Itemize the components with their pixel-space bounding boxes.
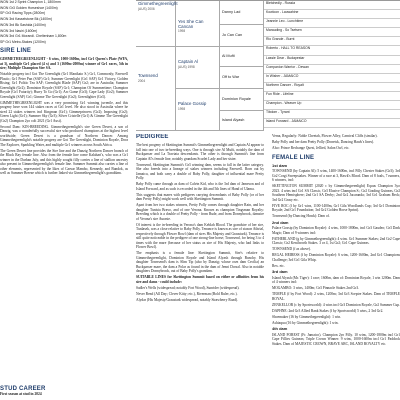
second-dam-paragraph: TOWNSEND (f as above). xyxy=(272,247,311,251)
pedigree-sire-name: Gimmethegreenlight xyxy=(138,1,178,6)
pedigree-gen2-sub: 1998 xyxy=(178,106,186,111)
pedigree-gen4-column xyxy=(264,1,400,131)
second-dam-heading: 2nd dam xyxy=(272,219,289,225)
sire-paragraph: GIMMETHEGREENLIGHT - 6 wins, 1000-1600m, incl Gr1 Queen's Plate (WFA, at 3), multiple Gr1 placed (4 x) and 3 (1600m-2000m) winner of Gr1 races, 5th in sire; Multiple Champion Sire SA. xyxy=(0,57,128,71)
pedigree-dam-name: Townsend xyxy=(138,73,158,78)
third-dam-paragraph: ZENKELLOR (c by Sportsworld): 4 wins incl Gr3 Dominion Royale, Gr2 Summer Cup. xyxy=(272,302,400,307)
middle-column xyxy=(136,134,264,400)
race-record-line: SP Gr3 Racing Tipps (2800m) xyxy=(0,11,46,16)
pedigree-gen4-row: Jeannie Leo - Lunchtime xyxy=(264,19,400,28)
pedigree-gen2-name: Palace Gossip xyxy=(178,101,207,106)
race-record-line: WON 3rd Gr1 Morandi. Cheltenham 1,800m xyxy=(0,34,67,39)
pedigree-paragraph: Sadler's Wells (widespread; notably Fort Wood), Sunrider (widespread). xyxy=(136,285,240,290)
first-dam-paragraph: TOWNSEND (by Captain Al): 5 wins, 1400-1600m, incl Filly Chester Stakes (Gr3); 3rd Gr2 Corgi Sweepstakes. Winner of a race at 3, Hawk's Blood. Dam of 8 foals, 7 runners, 6 winners, incl: xyxy=(272,169,400,182)
pedigree-gen3-name: Danny Lad xyxy=(222,10,241,14)
third-dam-paragraph: MOGAMBO: 3 wins, 1400m; Gr3 Pinnacle Stakes 2nd Gr3. xyxy=(272,286,360,290)
pedigree-gen2-cell xyxy=(176,1,220,47)
pedigree-paragraph: Never Bend (All Day; Clever Kitty; etc.), Riverman (Bold Ruler, etc.). xyxy=(136,291,238,296)
third-dam-paragraph: TEMPLE (f by Fort Wood): 2 wins, 1200m; 3rd Gr3 Sceptre Stakes. Dam of TEMPLE ROYAL. xyxy=(272,292,400,301)
body-paragraph: Second Dam: KIN-BREEDING. Gimmethegreenlight's sire Green Desert, a son of Danzig, was a wonderfully successful sire who produced champions at the highest level worldwide; Green Desert is a grandson of Northern Dancer. Among Gimmethegreenlight's notable progeny are Got The Greenlight, Dominion Royale, Dora The Explorer, Sparkling Water, and multiple Gr1 winners across South Africa. xyxy=(0,124,128,147)
right-top-paragraph: Also: Prince Rechange Quest, Jellied, Salon Owl, etc. xyxy=(272,146,350,150)
race-record-line: WON 3rd Kasselstone Bk (1400m) xyxy=(0,17,53,22)
pedigree-gen3-cell xyxy=(220,47,264,67)
pedigree-gen4-row: Lassie Dear - Budapestar xyxy=(264,56,400,65)
pedigree-paragraph: Townsend, Skettington Summit's Gr3 winning dam, seems to fall in the latter category. She also breeds into a lineage of stakes winners including Farewell. Born out by Jamaica, and both carry a double of Baby Polly, daughter of influential mare Pretty Polly. xyxy=(136,162,264,180)
pedigree-sire-cell xyxy=(136,1,176,47)
second-dam-paragraph: FATHERLAND (g by Gimmethegreenlight): 4 wins. Gr1 Summer Stakes; 2nd Gr2 Cape Classic; Gr2 Kenilworth Stakes. 3 or 4, 1st Gr2; Gr1 Cape Guineas. xyxy=(272,236,400,245)
pedigree-gen4-row: Marauding - So Tsetsen xyxy=(264,28,400,37)
pedigree-dam-cell xyxy=(136,47,176,131)
race-record-line: WON Gr3 Golden Horseshoe (1400m) xyxy=(0,5,58,10)
body-paragraph: Notable progeny incl Got The Greenlight (Gr1 Manikato S.) Gr1, Commonly; Farewell Plastic; Gr1 Peter Pan (SAF) Gr1; Summer Greenlight (Gr1 SAF) Gr1 Victory; Golden Rising; Gr1 Politic Tea SAF; Greenlight Blade (SAF) Gr2; are in Australia; Summer Greenlight (Gr2); Dominion Royale (SAF) Gr1; Champion Of Summertime; Champion Royale (Gr1 Futurity); Hurry To Go (Gr1); Arc Game (Gr3); Cape Lady (Gr2); Summer Greenlight (SAF) Gr1; Gimme The Greenlight (Gr2); Greenlighter (Gr3). xyxy=(0,72,128,99)
pedigree-gen3-name: Island Alyash xyxy=(222,118,245,122)
right-top-paragraph: Baby Polly and her dam Pretty Polly (Donetsk, Dancing Hawk's lines). xyxy=(272,140,375,144)
pedigree-gen4-row: Fun Ride - Lifeline xyxy=(264,92,400,101)
body-paragraph: The Green Desert line provides the Sire line and the Danzig Northern Dancer branch of the Black Ray female line. Also from the female line come Kalahari's, who was a Gr1 winner in the Durban July, and this highly sought filly carries a line of stallion ancestry also present in Gimmethegreenlight's female line. Summer Summit also carries a line of other elements, represented by the likes of Caesar Mambo, Kennedy, and Bundok, as well as Summer Breeze which is further linked via Gimmethegreenlight's granddam. xyxy=(0,148,128,176)
sire-line-heading: SIRE LINE xyxy=(0,48,32,55)
pedigree-gen2-sub: 1998 xyxy=(178,29,186,34)
pedigree-gen4-row: Rio Grande - Burnt xyxy=(264,37,400,46)
third-dam-paragraph: Shoemaker (16 by Gimmethegreenlight): 1 win. xyxy=(272,314,342,319)
second-dam-paragraph: Rex. etc. xyxy=(272,263,285,268)
pedigree-gen3-cell xyxy=(220,67,264,89)
pedigree-gen4-row: Bletchedly - Russia xyxy=(264,1,400,10)
race-record-line: WON 1st 2 Sprint Champion 1, 1800mm xyxy=(0,0,61,4)
pedigree-paragraph: SUITABLE LINES for Skettington Summit based on either or affinities from his sire and dams - could include: xyxy=(136,275,264,284)
pedigree-gen3-name: Dominion Royale xyxy=(222,97,251,101)
third-dam-heading: 3rd dam xyxy=(272,269,288,274)
pedigree-dam-sub: 2004 xyxy=(138,78,146,83)
pedigree-paragraph: The best progeny of Skettington Summit's Gimmethegreenlight and Captain Al appear to fall into one of two in-breeding ways. One is through sire Al Mufti, notably the dam of Buckpasser and La Traviata descendants. The other is through Summit's line from Captain Al's female line, notably grandam Scarlet Lady and her sister. xyxy=(136,143,264,161)
stud-career-text: First season at stud in 2024 xyxy=(0,392,42,396)
first-dam-paragraph: Townsend (by Dancing Hawk): Dam of. xyxy=(272,214,330,218)
pedigree-gen2-name: Captain Al xyxy=(178,59,199,64)
female-line-heading: FEMALE LINE xyxy=(272,154,315,161)
pedigree-paragraph: Baby Polly came through as dam of Calvin Kid, who is the 3rd dam of Jameson and of Island Forward, and as such is recorded in the 4th and 5th lines of Hand of Ulama. xyxy=(136,182,264,191)
pedigree-gen4-row: In Wisher - JAMAICO xyxy=(264,74,400,83)
stud-career-heading: STUD CAREER xyxy=(0,386,46,392)
pedigree-gen3-name: Off to War xyxy=(222,75,240,79)
body-paragraph: GIMMETHEGREENLIGHT was a very promising Gr1 winning juvenile, and this progeny have won 144 stakes races at Gr1 level. He also stood in Australia where he sired 22 stakes winners incl Kingman (Gr1); Gimmeprincess (Gr2); Imposing (Gr2); Green Light (Gr1); Summer Sky (Gr3); Silver Cristelle (Gr1) & Gimme The Greenlight (Gr2) Champion 2yo colt 2021 (Gr1 Aust). xyxy=(0,100,128,123)
second-dam-paragraph: REGAL HEIRESS (f by Dominion Royale): 6 wins, 1200-1600m, 2nd Gr1 Champions Challenge; 3rd Gr1 Gila Whip. xyxy=(272,253,400,262)
third-dam-paragraph: Ashiaqua (16 by Gimmethegreenlight): 1 win. xyxy=(272,320,339,325)
pedigree-paragraph: Of interest is the in-breeding in Verona's dam Keblah Blood. The grandsire of her sire, Tunlasek, was a close relative to Baby Polly. Tenance is known as sire of staxon Athrial, respectively through Flower Bowl (dam of sires His Majesty and Graustark). Tenance is still quite noticeable in the pedigree of one strong-line horse; Townsend, for being 3 to 4 times with the mare (because of her status as sire of His Majesty, who had links to Flower Bowl). xyxy=(136,222,264,249)
pedigree-gen4-row: Companion Warrior - Dewan xyxy=(264,65,400,74)
pedigree-gen4-row: Island Forward - JAMAICO xyxy=(264,119,400,128)
pedigree-gen4-row: Tibdom - Tyrant xyxy=(264,110,400,119)
third-dam-paragraph: DAPHNE: 2nd Gr3 Allied Bank Stakes (f by Sportsworld) 5 wins, 2 3rd Gr2. xyxy=(272,308,384,313)
second-dam-paragraph: Palace Gossip (by Dominion Royale): 4 wins, 1000-1800m, incl Gr3 Gaudeo; Gr3 Dark Magic; Dam of 9 winners incl: xyxy=(272,226,400,235)
race-record-line: WON 3rd Nasiri (1600m) xyxy=(0,28,38,33)
first-dam-paragraph: FIVE ROC (f by Gr1 wins, 1100-1400m, Gr1 Gila Woodlands Cup; 3rd Gr1 Dominion Royale; 2nd Gr1 Foundation; 3rd Gr2 Golden Horse Sprint). xyxy=(272,203,400,212)
pedigree-gen2-cell xyxy=(176,47,220,89)
third-dam-paragraph: Island Alyash (Mr. Tiger): 1 race; 1600m, dam of: Dominion Royale, 1 win 1200m. Dam of 4 winners incl: xyxy=(272,275,400,284)
pedigree-gen4-row: Roberto - HALL TO REASON xyxy=(264,46,400,55)
pedigree-gen3-cell xyxy=(220,111,264,131)
pedigree-gen4-row: Northern Dancer - Royalt xyxy=(264,83,400,92)
first-dam-paragraph: SKETTINGTON SUMMIT (2020 c by Gimmethegreenlight) Equus Champion 3yo 2023. 4 wins incl Gr1 SA Classic, Gr3 Elusive Champion S.; Gr2 Grading Guineas, Gr2 Southern Hemisphere; 2nd Gr1 SA Derby; 2nd Gr2 Jacaranda; 3rd Gr1 Graham Beck; 3rd Gr2 Grasy etc. xyxy=(272,184,400,202)
pedigree-table xyxy=(136,0,400,131)
pedigree-sire-sub: (AUS) 2006 xyxy=(138,6,155,11)
fourth-dam-paragraph: ISLAND FOREST (Fr. Jamaico). Champion 2yo Filly. 10 wins, 1200-1800m incl Gr1 Cape Fillies Guineas; Triple Crown Winner: 9 wins, 1000-1600m incl Gr1 Paddock Stakes. Dam of MAJESTIC CROWN, BRAVE ARC, ISLAND ROYALTY etc. xyxy=(272,332,400,346)
race-record-list xyxy=(0,0,128,44)
left-column xyxy=(0,0,128,400)
pedigree-gen3-cell xyxy=(220,1,264,25)
pedigree-paragraph: The emphasis is a female line: Skettington Summit, Sire's relative to Gimmethegreenlight, Dominion Royale and Island Alyash through Bunchy. His daughter Townsend's dam is Slim Tip (also by Danzig; whose own dam Cecilia) an Buckpasser mare, the dam a Polar as found in the dam of Jenni Dorsal. Also in notable daughters Donnybrook, out of Baby Polly's grandam. xyxy=(136,251,264,273)
pedigree-gen3-cell xyxy=(220,89,264,111)
pedigree-gen3-cell xyxy=(220,25,264,47)
race-record-line: WON 3rd Bk Sashida (1400m) xyxy=(0,22,46,27)
first-dam-heading: 1st dam xyxy=(272,162,288,168)
race-record-line: SP Gr1 Metro-Stakes (1200m) xyxy=(0,39,46,44)
pedigree-gen2-sub: (AUS) 1998 xyxy=(178,64,195,69)
pedigree-heading: PEDIGREE xyxy=(136,134,169,140)
right-top-paragraph: Verna, Regularly: Noble Cheetah, Flower Alley, Carnival Cliffs (similar). xyxy=(272,134,378,138)
pedigree-gen3-name: Al Mufti xyxy=(222,54,235,58)
pedigree-paragraph: Alydar (His Majesty/Graustark widespread, notably Strawberry Road). xyxy=(136,297,238,302)
right-column xyxy=(272,134,400,400)
pedigree-paragraph: This suggests that mares with pedigrees carrying descendants of Baby Polly (or of her dam Pretty Polly) might work well with Skettington Summit. xyxy=(136,192,264,201)
pedigree-gen2-name: Yes She Can Cancan xyxy=(178,19,204,29)
pedigree-gen4-row: Kowloon - Lauwahine xyxy=(264,10,400,19)
pedigree-gen3-name: Jo Can Can xyxy=(222,33,243,37)
pedigree-paragraph: Apart from her two stakes winners, Pretty Polly comes through daughter Rain, and her daughter Tunisia Bravo, and of one Verona. Known as champion Tingsman Royalty: Breeding which is a double of Pretty Polly - from Rude, and from Donnybrook, damsire of Verona's sire Auraste. xyxy=(136,203,264,221)
fourth-dam-heading: 4th dam xyxy=(272,326,288,331)
pedigree-gen4-row: Champion - Weaver Up xyxy=(264,101,400,110)
pedigree-gen2-cell xyxy=(176,89,220,131)
